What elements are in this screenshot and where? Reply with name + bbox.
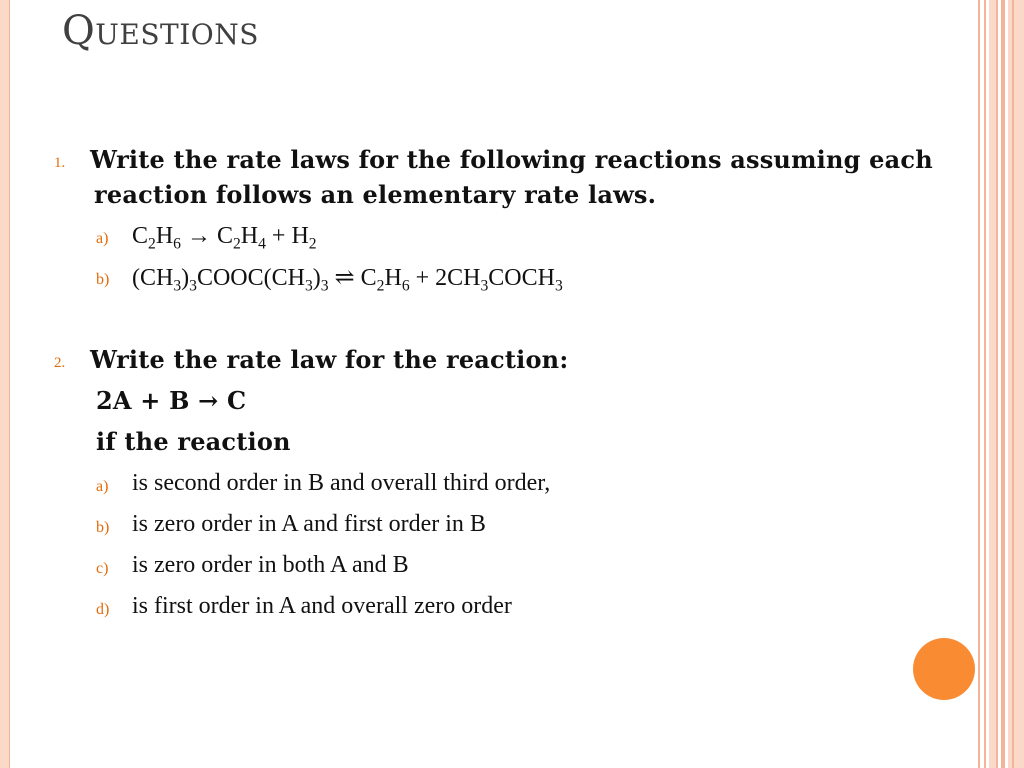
q2-item-text: is zero order in both A and B bbox=[132, 552, 409, 578]
decorative-circle bbox=[913, 638, 975, 700]
reaction-b: $(CH_3)_3COOC(CH_3)_3$ ⇌ $C_2H_6$ + $2CH_3COCH_3$ bbox=[132, 265, 563, 295]
q2-reaction: 2A + B → C bbox=[96, 386, 247, 415]
q1-text-line1: Write the rate laws for the following reactions assuming each bbox=[90, 145, 933, 174]
reaction-a: $C_2H_6 \to C_2H_4 + H_2$ bbox=[132, 223, 317, 253]
q2-item-text: is first order in A and overall zero order bbox=[132, 593, 512, 619]
q2-item-marker: a) bbox=[96, 478, 109, 495]
slide-title: Questions bbox=[62, 8, 259, 54]
q2-condition: if the reaction bbox=[96, 427, 291, 456]
q2-item-marker: d) bbox=[96, 601, 110, 618]
q2-item-marker: c) bbox=[96, 560, 109, 577]
q1-a-marker: a) bbox=[96, 230, 109, 247]
q1-b-marker: b) bbox=[96, 271, 110, 288]
q1-text-line2: reaction follows an elementary rate laws. bbox=[94, 180, 657, 209]
q2-text: Write the rate law for the reaction: bbox=[90, 345, 569, 374]
q1-number: 1. bbox=[54, 155, 66, 171]
q2-item-marker: b) bbox=[96, 519, 110, 536]
q2-number: 2. bbox=[54, 355, 66, 371]
q2-item-text: is second order in B and overall third order, bbox=[132, 470, 551, 496]
q2-item-text: is zero order in A and first order in B bbox=[132, 511, 486, 537]
